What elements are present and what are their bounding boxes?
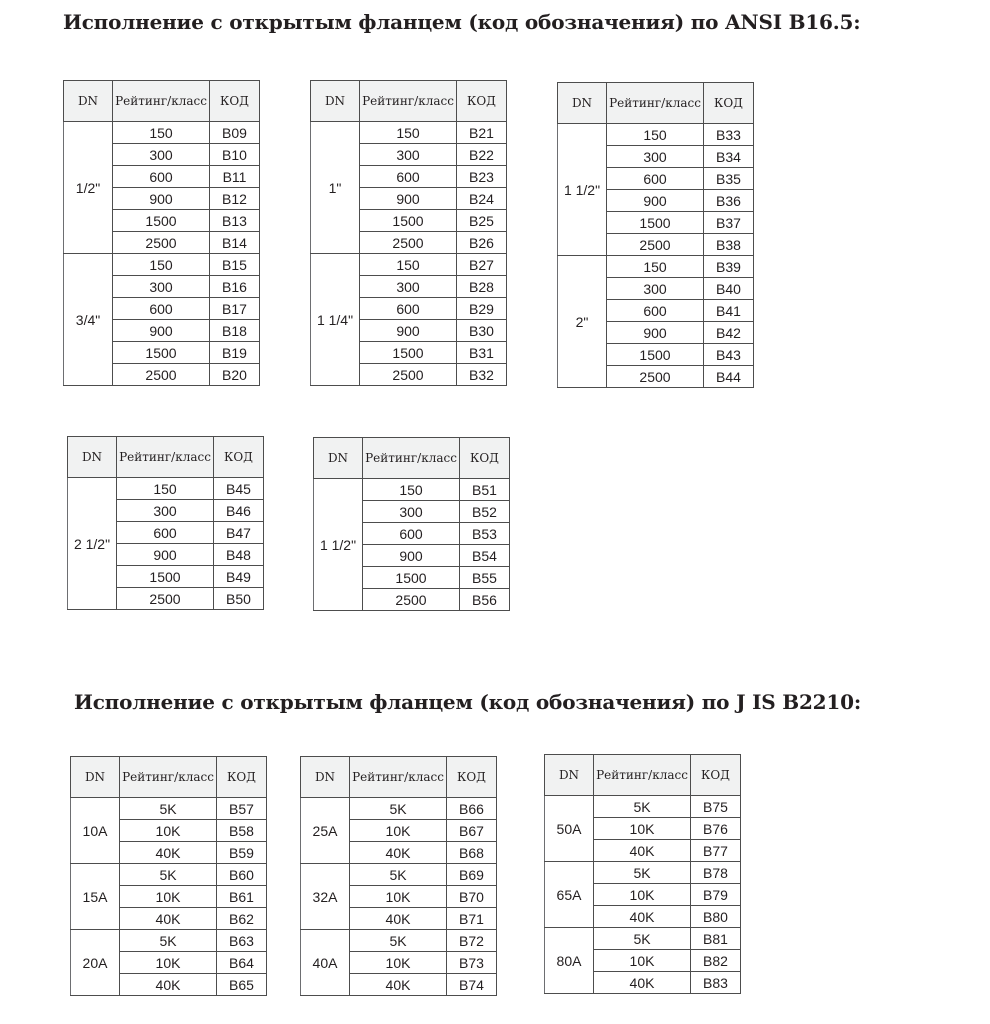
rating-cell: 5K — [350, 930, 447, 952]
rating-cell: 600 — [360, 166, 457, 188]
ansi-table-3 — [557, 82, 754, 388]
code-cell: B44 — [704, 366, 754, 388]
rating-header: Рейтинг/класс — [360, 81, 457, 122]
rating-cell: 1500 — [113, 342, 210, 364]
rating-cell: 600 — [113, 298, 210, 320]
code-cell: B41 — [704, 300, 754, 322]
rating-cell: 10K — [120, 820, 217, 842]
dn-header: DN — [301, 757, 350, 798]
header-row — [314, 438, 510, 479]
code-cell: B72 — [447, 930, 497, 952]
code-cell: B46 — [214, 500, 264, 522]
header-row — [64, 81, 260, 122]
header-row — [68, 437, 264, 478]
code-cell: B21 — [457, 122, 507, 144]
rating-cell: 2500 — [607, 366, 704, 388]
code-cell: B33 — [704, 124, 754, 146]
code-cell: B26 — [457, 232, 507, 254]
rating-cell: 300 — [113, 276, 210, 298]
rating-cell: 1500 — [363, 567, 460, 589]
code-cell: B47 — [214, 522, 264, 544]
table-row — [71, 864, 267, 886]
dn-header: DN — [314, 438, 363, 479]
code-cell: B17 — [210, 298, 260, 320]
code-cell: B75 — [691, 796, 741, 818]
rating-cell: 40K — [594, 972, 691, 994]
code-cell: B55 — [460, 567, 510, 589]
dn-cell: 65A — [545, 862, 594, 928]
jis-table-1 — [70, 756, 267, 996]
rating-cell: 1500 — [360, 342, 457, 364]
code-cell: B30 — [457, 320, 507, 342]
code-cell: B73 — [447, 952, 497, 974]
table-row — [314, 479, 510, 501]
ansi-table-1 — [63, 80, 260, 386]
rating-cell: 600 — [117, 522, 214, 544]
code-cell: B22 — [457, 144, 507, 166]
table-row — [301, 930, 497, 952]
rating-header: Рейтинг/класс — [120, 757, 217, 798]
code-cell: B56 — [460, 589, 510, 611]
code-cell: B74 — [447, 974, 497, 996]
code-cell: B58 — [217, 820, 267, 842]
jis-table-3 — [544, 754, 741, 994]
rating-header: Рейтинг/класс — [607, 83, 704, 124]
dn-cell: 50A — [545, 796, 594, 862]
rating-cell: 600 — [113, 166, 210, 188]
header-row — [545, 755, 741, 796]
rating-header: Рейтинг/класс — [363, 438, 460, 479]
rating-cell: 150 — [607, 124, 704, 146]
header-row — [558, 83, 754, 124]
rating-cell: 5K — [350, 864, 447, 886]
dn-cell: 10A — [71, 798, 120, 864]
code-cell: B37 — [704, 212, 754, 234]
rating-cell: 40K — [350, 908, 447, 930]
rating-cell: 40K — [120, 974, 217, 996]
code-cell: B65 — [217, 974, 267, 996]
header-row — [301, 757, 497, 798]
code-cell: B20 — [210, 364, 260, 386]
rating-cell: 40K — [350, 974, 447, 996]
code-cell: B78 — [691, 862, 741, 884]
code-cell: B14 — [210, 232, 260, 254]
dn-cell: 32A — [301, 864, 350, 930]
rating-cell: 600 — [363, 523, 460, 545]
dn-cell: 20A — [71, 930, 120, 996]
code-header: КОД — [704, 83, 754, 124]
rating-cell: 300 — [360, 144, 457, 166]
table-row — [64, 254, 260, 276]
code-cell: B69 — [447, 864, 497, 886]
table-row — [68, 478, 264, 500]
rating-cell: 1500 — [113, 210, 210, 232]
code-cell: B53 — [460, 523, 510, 545]
rating-header: Рейтинг/класс — [350, 757, 447, 798]
rating-cell: 40K — [594, 906, 691, 928]
rating-cell: 900 — [607, 190, 704, 212]
rating-cell: 1500 — [117, 566, 214, 588]
rating-cell: 300 — [117, 500, 214, 522]
header-row — [311, 81, 507, 122]
dn-header: DN — [545, 755, 594, 796]
rating-cell: 300 — [360, 276, 457, 298]
rating-cell: 150 — [607, 256, 704, 278]
dn-header: DN — [64, 81, 113, 122]
dn-cell: 1 1/2" — [558, 124, 607, 256]
rating-cell: 5K — [120, 864, 217, 886]
code-cell: B81 — [691, 928, 741, 950]
code-cell: B51 — [460, 479, 510, 501]
dn-cell: 1 1/2" — [314, 479, 363, 611]
code-cell: B80 — [691, 906, 741, 928]
rating-cell: 300 — [607, 278, 704, 300]
code-cell: B13 — [210, 210, 260, 232]
rating-cell: 10K — [350, 820, 447, 842]
table-row — [301, 798, 497, 820]
rating-cell: 40K — [594, 840, 691, 862]
rating-cell: 2500 — [363, 589, 460, 611]
code-header: КОД — [460, 438, 510, 479]
code-cell: B15 — [210, 254, 260, 276]
dn-cell: 1" — [311, 122, 360, 254]
jis-table-2 — [300, 756, 497, 996]
rating-cell: 1500 — [607, 212, 704, 234]
rating-cell: 5K — [594, 862, 691, 884]
code-cell: B61 — [217, 886, 267, 908]
table-row — [64, 122, 260, 144]
rating-cell: 150 — [113, 122, 210, 144]
table-row — [545, 796, 741, 818]
code-cell: B43 — [704, 344, 754, 366]
code-header: КОД — [217, 757, 267, 798]
code-header: КОД — [691, 755, 741, 796]
rating-cell: 10K — [594, 884, 691, 906]
code-cell: B67 — [447, 820, 497, 842]
code-cell: B18 — [210, 320, 260, 342]
code-cell: B59 — [217, 842, 267, 864]
code-cell: B82 — [691, 950, 741, 972]
rating-cell: 2500 — [117, 588, 214, 610]
code-cell: B19 — [210, 342, 260, 364]
ansi-table-2 — [310, 80, 507, 386]
rating-cell: 300 — [363, 501, 460, 523]
dn-cell: 25A — [301, 798, 350, 864]
dn-cell: 2" — [558, 256, 607, 388]
rating-cell: 900 — [360, 320, 457, 342]
code-cell: B40 — [704, 278, 754, 300]
code-cell: B09 — [210, 122, 260, 144]
code-cell: B36 — [704, 190, 754, 212]
dn-header: DN — [71, 757, 120, 798]
code-cell: B71 — [447, 908, 497, 930]
rating-cell: 40K — [120, 908, 217, 930]
dn-header: DN — [311, 81, 360, 122]
dn-cell: 3/4" — [64, 254, 113, 386]
rating-cell: 1500 — [360, 210, 457, 232]
code-cell: B28 — [457, 276, 507, 298]
rating-cell: 900 — [113, 320, 210, 342]
table-row — [301, 864, 497, 886]
dn-cell: 40A — [301, 930, 350, 996]
dn-cell: 1 1/4" — [311, 254, 360, 386]
table-row — [311, 254, 507, 276]
code-cell: B83 — [691, 972, 741, 994]
code-cell: B60 — [217, 864, 267, 886]
table-row — [558, 124, 754, 146]
table-row — [558, 256, 754, 278]
code-cell: B10 — [210, 144, 260, 166]
dn-cell: 1/2" — [64, 122, 113, 254]
rating-cell: 5K — [350, 798, 447, 820]
code-cell: B68 — [447, 842, 497, 864]
table-row — [71, 798, 267, 820]
code-cell: B54 — [460, 545, 510, 567]
code-cell: B57 — [217, 798, 267, 820]
code-cell: B25 — [457, 210, 507, 232]
rating-cell: 600 — [607, 300, 704, 322]
table-row — [545, 862, 741, 884]
code-cell: B76 — [691, 818, 741, 840]
rating-cell: 10K — [120, 886, 217, 908]
code-cell: B62 — [217, 908, 267, 930]
rating-cell: 900 — [360, 188, 457, 210]
rating-cell: 2500 — [360, 232, 457, 254]
rating-cell: 150 — [363, 479, 460, 501]
rating-cell: 900 — [363, 545, 460, 567]
rating-cell: 2500 — [113, 232, 210, 254]
rating-cell: 10K — [594, 950, 691, 972]
dn-header: DN — [558, 83, 607, 124]
code-cell: B52 — [460, 501, 510, 523]
code-header: КОД — [214, 437, 264, 478]
code-header: КОД — [457, 81, 507, 122]
rating-cell: 10K — [350, 886, 447, 908]
rating-cell: 150 — [360, 122, 457, 144]
rating-header: Рейтинг/класс — [117, 437, 214, 478]
code-cell: B50 — [214, 588, 264, 610]
ansi-table-5 — [313, 437, 510, 611]
rating-cell: 150 — [360, 254, 457, 276]
ansi-heading: Исполнение с открытым фланцем (код обозначения) по ANSI B16.5: — [63, 10, 861, 34]
dn-cell: 15A — [71, 864, 120, 930]
rating-cell: 2500 — [113, 364, 210, 386]
rating-cell: 10K — [594, 818, 691, 840]
rating-cell: 300 — [607, 146, 704, 168]
rating-cell: 600 — [360, 298, 457, 320]
rating-cell: 40K — [120, 842, 217, 864]
code-cell: B66 — [447, 798, 497, 820]
dn-header: DN — [68, 437, 117, 478]
rating-cell: 10K — [350, 952, 447, 974]
rating-cell: 5K — [120, 930, 217, 952]
dn-cell: 2 1/2" — [68, 478, 117, 610]
rating-cell: 900 — [607, 322, 704, 344]
code-cell: B32 — [457, 364, 507, 386]
code-cell: B49 — [214, 566, 264, 588]
code-cell: B38 — [704, 234, 754, 256]
code-cell: B64 — [217, 952, 267, 974]
code-cell: B42 — [704, 322, 754, 344]
rating-cell: 900 — [113, 188, 210, 210]
rating-cell: 600 — [607, 168, 704, 190]
code-cell: B16 — [210, 276, 260, 298]
code-cell: B12 — [210, 188, 260, 210]
rating-cell: 5K — [594, 796, 691, 818]
rating-cell: 5K — [120, 798, 217, 820]
code-cell: B29 — [457, 298, 507, 320]
code-cell: B63 — [217, 930, 267, 952]
rating-cell: 150 — [113, 254, 210, 276]
code-cell: B34 — [704, 146, 754, 168]
jis-heading: Исполнение с открытым фланцем (код обозначения) по J IS B2210: — [74, 690, 862, 714]
code-cell: B70 — [447, 886, 497, 908]
code-cell: B11 — [210, 166, 260, 188]
rating-cell: 900 — [117, 544, 214, 566]
code-cell: B77 — [691, 840, 741, 862]
rating-header: Рейтинг/класс — [113, 81, 210, 122]
code-cell: B27 — [457, 254, 507, 276]
code-cell: B39 — [704, 256, 754, 278]
rating-cell: 40K — [350, 842, 447, 864]
table-row — [311, 122, 507, 144]
code-cell: B45 — [214, 478, 264, 500]
rating-cell: 10K — [120, 952, 217, 974]
code-header: КОД — [447, 757, 497, 798]
rating-cell: 2500 — [360, 364, 457, 386]
code-cell: B35 — [704, 168, 754, 190]
code-cell: B31 — [457, 342, 507, 364]
ansi-table-4 — [67, 436, 264, 610]
code-header: КОД — [210, 81, 260, 122]
code-cell: B23 — [457, 166, 507, 188]
rating-cell: 2500 — [607, 234, 704, 256]
header-row — [71, 757, 267, 798]
rating-cell: 150 — [117, 478, 214, 500]
code-cell: B79 — [691, 884, 741, 906]
table-row — [71, 930, 267, 952]
code-cell: B48 — [214, 544, 264, 566]
rating-cell: 1500 — [607, 344, 704, 366]
table-row — [545, 928, 741, 950]
rating-header: Рейтинг/класс — [594, 755, 691, 796]
code-cell: B24 — [457, 188, 507, 210]
dn-cell: 80A — [545, 928, 594, 994]
rating-cell: 5K — [594, 928, 691, 950]
rating-cell: 300 — [113, 144, 210, 166]
